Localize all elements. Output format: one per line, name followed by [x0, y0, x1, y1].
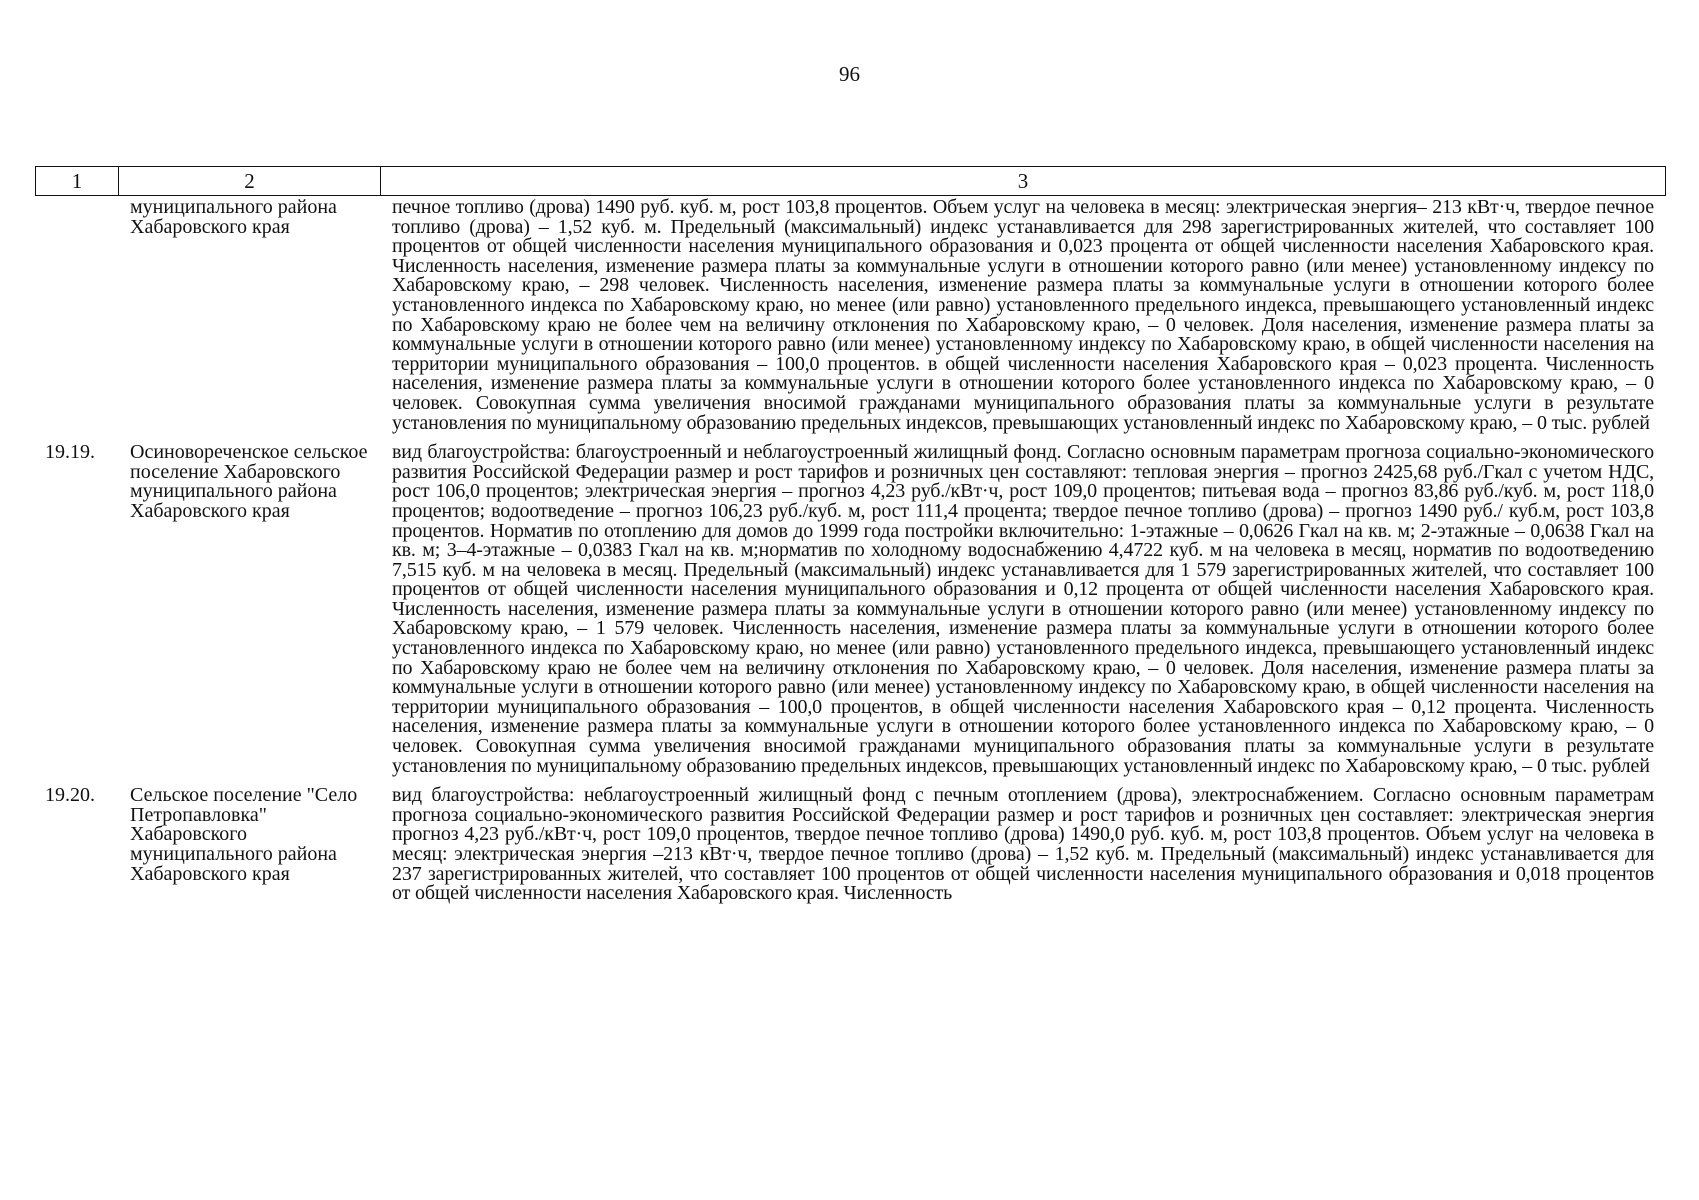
- row-description: вид благоустройства: благоустроенный и неблагоустроенный жилищный фонд. Согласно основным параметрам прогноза социально-экономического развития Российской Федерации размер и рост тарифов и розничных цен составляют: тепловая энергия – прогноз 2425,68 руб./Гкал с учетом НДС, рост 106,0 процентов; электрическая энергия – прогноз 4,23 руб./кВт·ч, рост 109,0 процентов; питьевая вода – прогноз 83,86 руб./куб. м, рост 118,0 процентов; водоотведение – прогноз 106,23 руб./куб. м, рост 111,4 процента; твердое печное топливо (дрова) – прогноз 1490 руб./ куб.м, рост 103,8 процентов. Норматив по отоплению для домов до 1999 года постройки включительно: 1-этажные – 0,0626 Гкал на кв. м; 2-этажные – 0,0638 Гкал на кв. м; 3–4-этажные – 0,0383 Гкал на кв. м;норматив по холодному водоснабжению 4,4722 куб. м на человека в месяц, норматив по водоотведению 7,515 куб. м на человека в месяц. Предельный (максимальный) индекс устанавливается для 1 579 зарегистрированных жителей, что составляет 100 процентов от общей численности населения муниципального образования и 0,12 процента от общей численности населения Хабаровского края. Численность населения, изменение размера платы за коммунальные услуги в отношении которого равно (или менее) установленному индексу по Хабаровскому краю, – 1 579 человек. Численность населения, изменение размера платы за коммунальные услуги в отношении которого более установленного индекса по Хабаровскому краю, но менее (или равно) установленного предельного индекса, превышающего установленный индекс по Хабаровскому краю не более чем на величину отклонения по Хабаровскому краю, – 0 человек. Доля населения, изменение размера платы за коммунальные услуги в отношении которого равно (или менее) установленному индексу по Хабаровскому краю, в общей численности населения на территории муниципального образования – 100,0 процентов, в общей численности населения Хабаровского края – 0,12 процента. Численность населения, изменение размера платы за коммунальные услуги в отношении которого более установленного индекса по Хабаровскому краю, – 0 человек. Совокупная сумма увеличения вносимой гражданами муниципального образования платы за коммунальные услуги в результате установления по муниципальному образованию предельных индексов, превышающих установленный индекс по Хабаровскому краю, – 0 тыс. рублей: [392, 441, 1654, 777]
- table-body: [35, 198, 1666, 914]
- column-header-1: 1: [36, 167, 119, 195]
- municipality-name: муниципального района Хабаровского края: [130, 196, 337, 238]
- row-description: печное топливо (дрова) 1490 руб. куб. м, рост 103,8 процентов. Объем услуг на человека в месяц: электрическая энергия– 213 кВт·ч, твердое печное топливо (дрова) – 1,52 куб. м. Предельный (максимальный) индекс устанавливается для 298 зарегистрированных жителей, что составляет 100 процентов от общей численности населения муниципального образования и 0,023 процента от общей численности населения Хабаровского края. Численность населения, изменение размера платы за коммунальные услуги в отношении которого равно (или менее) установленному индексу по Хабаровскому краю, – 298 человек. Численность населения, изменение размера платы за коммунальные услуги в отношении которого более установленного индекса по Хабаровскому краю, но менее (или равно) установленного предельного индекса, превышающего установленный индекс по Хабаровскому краю не более чем на величину отклонения по Хабаровскому краю, – 0 человек. Доля населения, изменение размера платы за коммунальные услуги в отношении которого равно (или менее) установленному индексу по Хабаровскому краю, в общей численности населения на территории муниципального образования – 100,0 процентов. в общей численности населения Хабаровского края – 0,023 процента. Численность населения, изменение размера платы за коммунальные услуги в отношении которого более установленного индекса по Хабаровскому краю, – 0 человек. Совокупная сумма увеличения вносимой гражданами муниципального образования платы за коммунальные услуги в результате установления по муниципальному образованию предельных индексов, превышающих установленный индекс по Хабаровскому краю, – 0 тыс. рублей: [392, 196, 1654, 434]
- column-header-2: 2: [119, 167, 381, 195]
- row-number: [35, 198, 118, 433]
- row-number: 19.19.: [45, 441, 95, 464]
- table-row: [35, 198, 1666, 433]
- municipality-name: Осиновореченское сельское поселение Хабаровского муниципального района Хабаровского края: [130, 441, 368, 522]
- table-row: [35, 443, 1666, 776]
- table-row: [35, 786, 1666, 904]
- municipality-name: Сельское поселение "Село Петропавловка" Хабаровского муниципального района Хабаровского края: [130, 784, 358, 885]
- row-number: 19.20.: [45, 784, 95, 807]
- page-number: 96: [839, 62, 860, 86]
- table-header-row: [35, 166, 1666, 196]
- column-header-3: 3: [1017, 169, 1029, 193]
- row-description: вид благоустройства: неблагоустроенный жилищный фонд с печным отоплением (дрова), электроснабжением. Согласно основным параметрам прогноза социально-экономического развития Российской Федерации размер и рост тарифов и розничных цен составляет: электрическая энергия прогноз 4,23 руб./кВт·ч, рост 109,0 процентов, твердое печное топливо (дрова) 1490,0 руб. куб. м, рост 103,8 процентов. Объем услуг на человека в месяц: электрическая энергия –213 кВт·ч, твердое печное топливо (дрова) – 1,52 куб. м. Предельный (максимальный) индекс устанавливается для 237 зарегистрированных жителей, что составляет 100 процентов от общей численности населения муниципального образования и 0,018 процентов от общей численности населения Хабаровского края. Численность: [392, 784, 1654, 905]
